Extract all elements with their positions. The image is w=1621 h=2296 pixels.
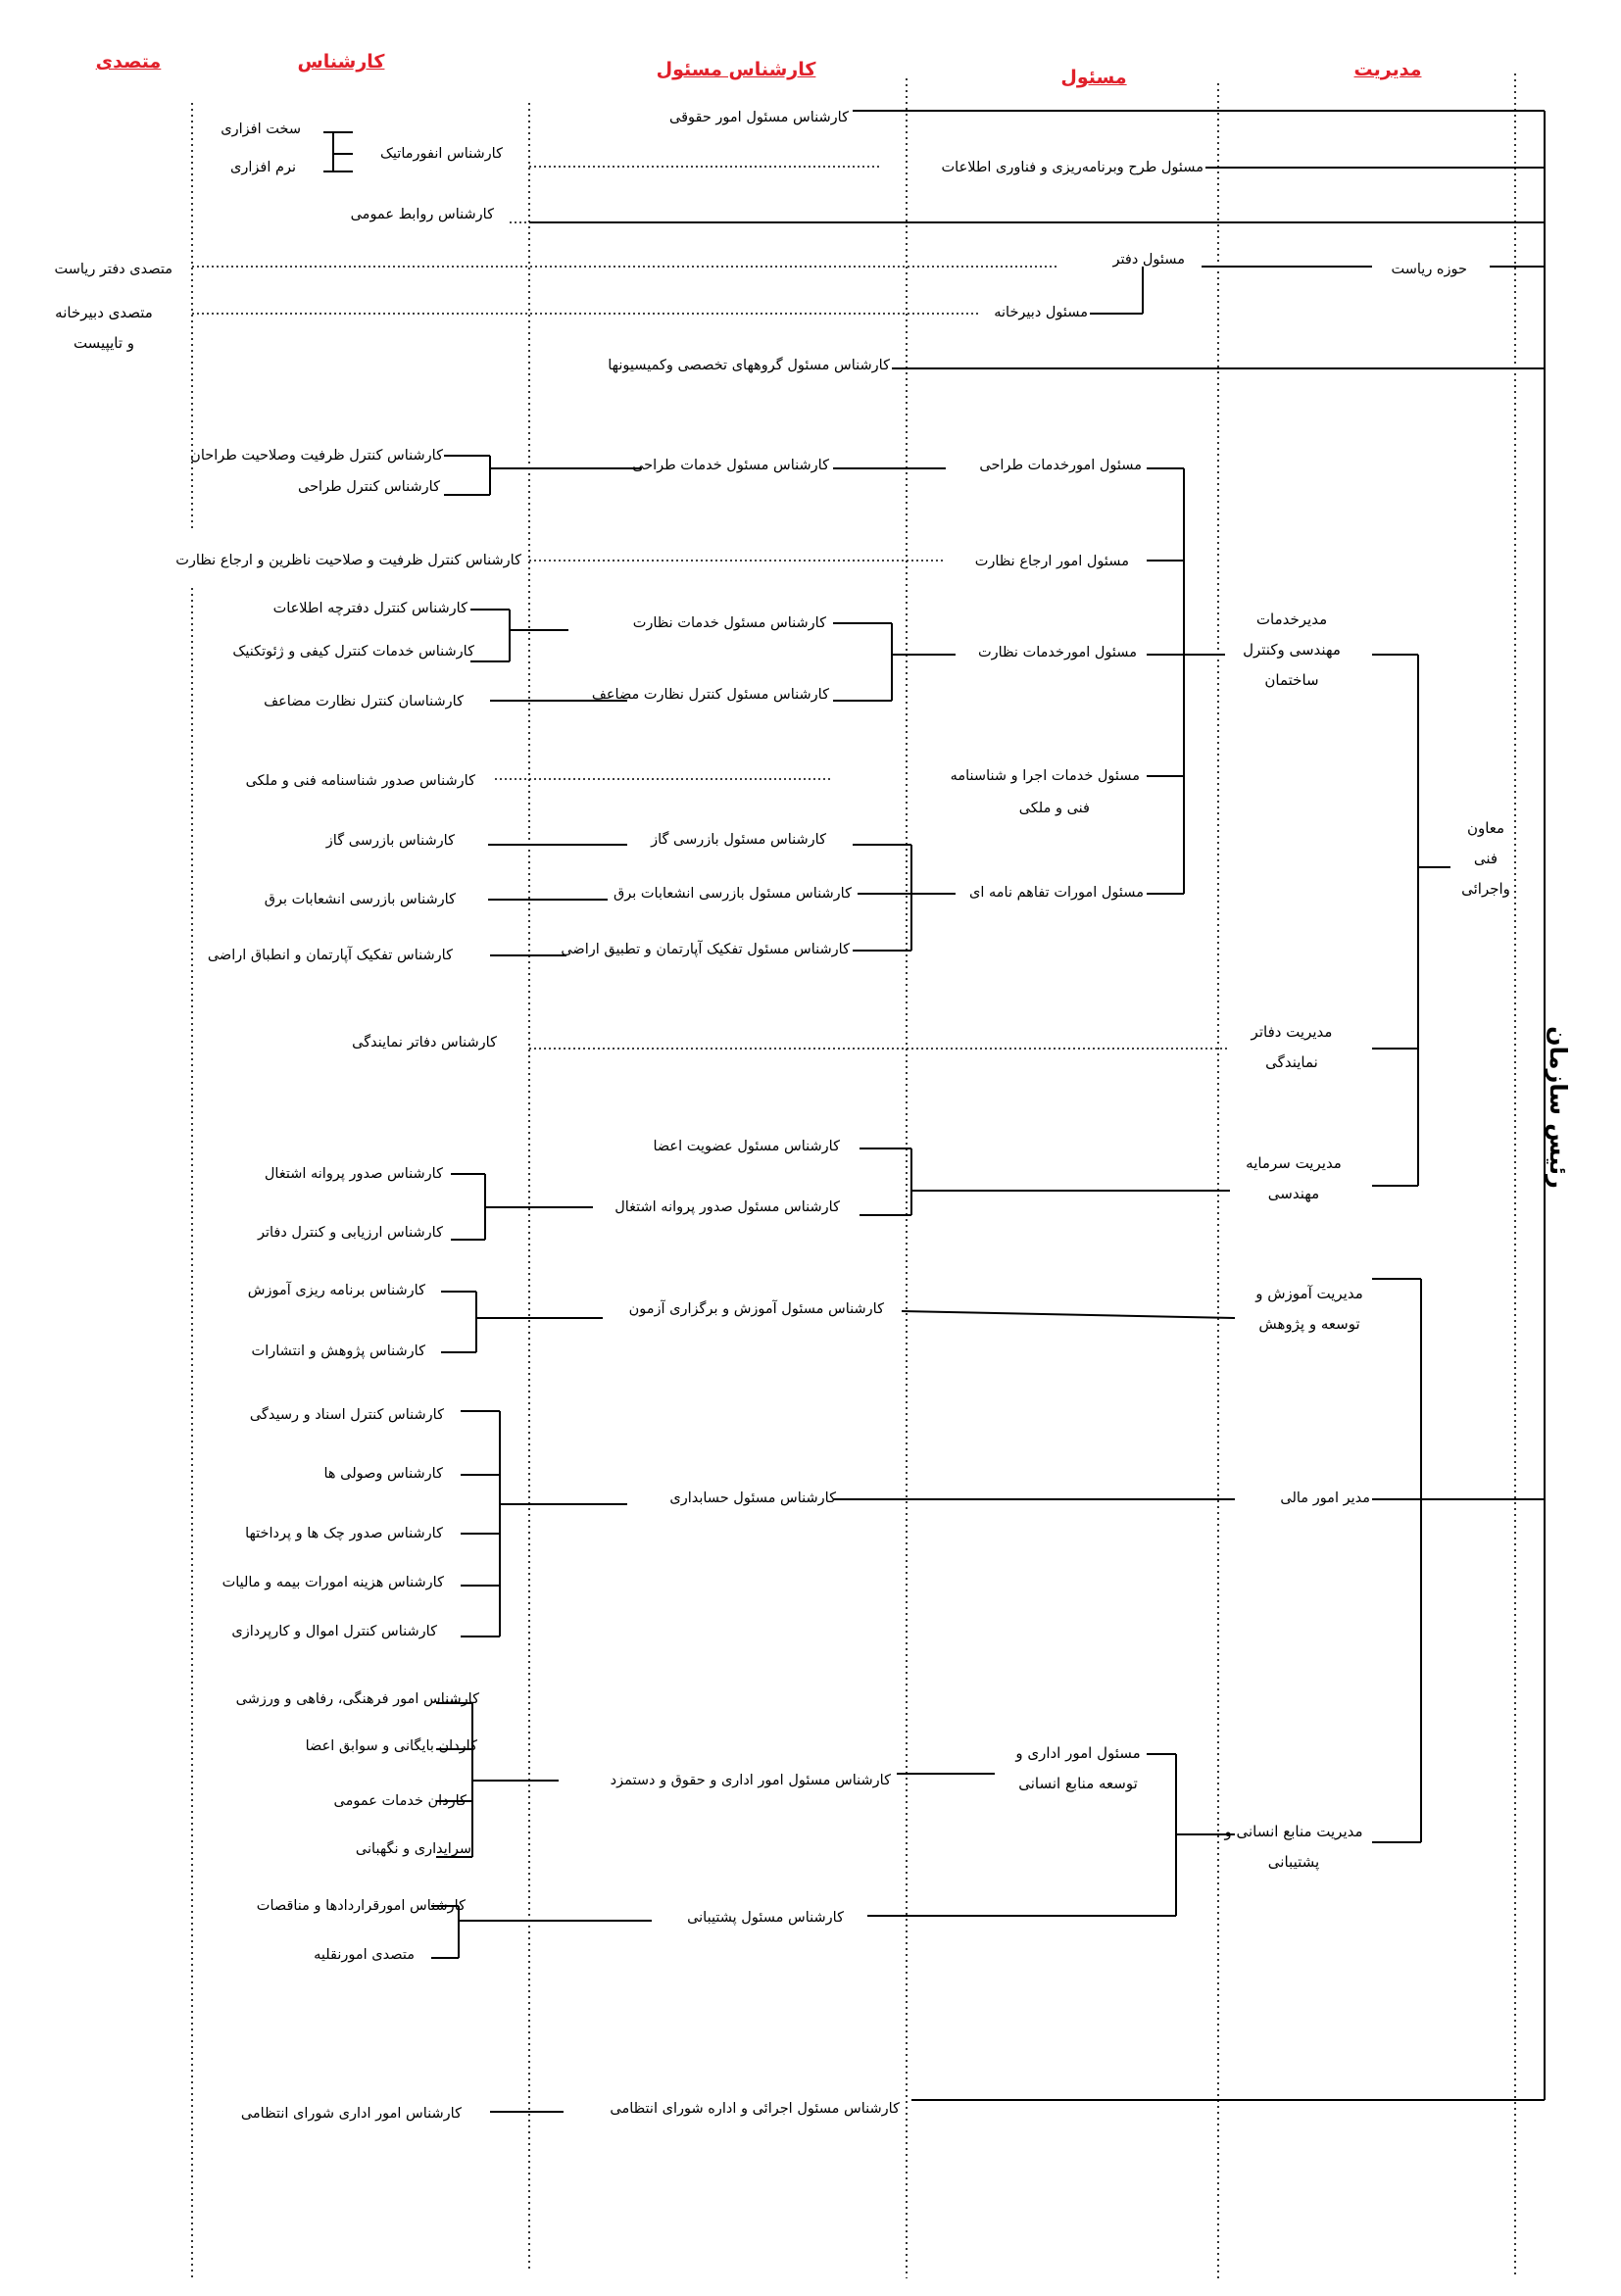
- senior-admin-legal: کارشناس مسئول امور اداری و حقوق و دستمزد: [610, 1773, 891, 1788]
- expert-hardware: سخت افزاری: [221, 122, 301, 137]
- officer-execution-2: فنی و ملکی: [1018, 801, 1090, 816]
- header-expert: کارشناس: [297, 51, 385, 73]
- senior-license: کارشناس مسئول صدور پروانه اشتغال: [614, 1199, 840, 1215]
- header-officer: مسئول: [1060, 67, 1127, 88]
- officer-secretariat: مسئول دبیرخانه: [994, 305, 1088, 320]
- senior-gas: کارشناس مسئول بازرسی گاز: [651, 832, 826, 848]
- senior-multi-supervision: کارشناس مسئول کنترل نظارت مضاعف: [591, 687, 829, 703]
- expert-doc-control: کارشناس کنترل اسناد و رسیدگی: [249, 1407, 444, 1423]
- header-management: مدیریت: [1353, 59, 1422, 80]
- header-clerk: متصدی: [95, 51, 162, 73]
- expert-public-services: کاردان خدمات عمومی: [333, 1793, 467, 1809]
- senior-groups: کارشناس مسئول گروههای تخصصی وکمیسیونها: [608, 358, 890, 373]
- manager-education: مدیریت آموزش و توسعه و پژوهش: [1255, 1285, 1363, 1333]
- officer-mou: مسئول امورات تفاهم نامه ای: [969, 885, 1144, 901]
- officer-it-planning: مسئول طرح وبرنامه‌ریزی و فناوری اطلاعات: [941, 160, 1203, 175]
- expert-council: کارشناس امور اداری شورای انتظامی: [240, 2106, 462, 2122]
- clerk-transport: متصدی امورنقلیه: [314, 1947, 415, 1963]
- senior-apartment: کارشناس مسئول تفکیک آپارتمان و تطبیق اراضی: [561, 942, 850, 957]
- expert-electric: کارشناس بازرسی انشعابات برق: [264, 892, 456, 907]
- manager-offices: مدیریت دفاتر نمایندگی: [1251, 1023, 1333, 1071]
- president-office: حوزه ریاست: [1391, 262, 1467, 277]
- expert-cultural: کارشناس امور فرهنگی، رفاهی و ورزشی: [235, 1691, 479, 1707]
- expert-gas: کارشناس بازرسی گاز: [325, 833, 455, 849]
- manager-construction: مدیرخدمات مهندسی وکنترل ساختمان: [1243, 611, 1341, 689]
- senior-support: کارشناس مسئول پشتیبانی: [687, 1910, 844, 1926]
- header-senior-expert: کارشناس مسئول: [656, 59, 816, 80]
- expert-archive: کاردان بایگانی و سوابق اعضا: [305, 1738, 477, 1754]
- officer-office: مسئول دفتر: [1112, 252, 1185, 268]
- connector-line: [902, 1311, 1235, 1318]
- expert-offices: کارشناس دفاتر نمایندگی: [352, 1035, 497, 1050]
- manager-capital: مدیریت سرمایه مهندسی: [1246, 1154, 1342, 1202]
- manager-hr: مدیریت منابع انسانی و پشتیبانی: [1224, 1823, 1363, 1871]
- clerk-secretariat: متصدی دبیرخانه و تایپیست: [55, 304, 153, 352]
- expert-assets: کارشناس کنترل اموال و کارپردازی: [231, 1624, 437, 1639]
- officer-design: مسئول امورخدمات طراحی: [979, 458, 1142, 473]
- expert-design-capacity: کارشناس کنترل ظرفیت وصلاحیت طراحان: [190, 448, 443, 464]
- officer-referral: مسئول امور ارجاع نظارت: [974, 554, 1129, 569]
- senior-supervision-services: کارشناس مسئول خدمات نظارت: [632, 615, 826, 631]
- expert-multi: کارشناسان کنترل نظارت مضاعف: [264, 694, 464, 709]
- expert-evaluation: کارشناس ارزیابی و کنترل دفاتر: [257, 1225, 443, 1241]
- senior-council: کارشناس مسئول اجرائی و اداره شورای انتظامی: [610, 2101, 900, 2117]
- officer-admin-hr: مسئول امور اداری و توسعه منابع انسانی: [1015, 1744, 1141, 1792]
- expert-id-issue: کارشناس صدور شناسنامه فنی و ملکی: [245, 773, 475, 789]
- senior-electric: کارشناس مسئول بازرسی انشعابات برق: [613, 886, 852, 902]
- expert-research: کارشناس پژوهش و انتشارات: [251, 1343, 425, 1359]
- expert-logbook: کارشناس کنترل دفترچه اطلاعات: [272, 601, 467, 616]
- senior-membership: کارشناس مسئول عضویت اعضا: [653, 1139, 840, 1154]
- expert-pr: کارشناس روابط عمومی: [350, 207, 494, 222]
- expert-software: نرم افزاری: [230, 160, 296, 175]
- expert-geotech: کارشناس خدمات کنترل کیفی و ژئوتکنیک: [232, 644, 474, 659]
- ceo-label: رئیس سازمان: [1545, 1026, 1572, 1189]
- officer-execution-1: مسئول خدمات اجرا و شناسنامه: [950, 768, 1140, 784]
- expert-edu-planning: کارشناس برنامه ریزی آموزش: [247, 1283, 425, 1298]
- expert-design-control: کارشناس کنترل طراحی: [298, 479, 440, 495]
- technical-deputy: معاون فنی واجرائی: [1461, 819, 1510, 898]
- expert-payments: کارشناس صدور چک ها و پرداختها: [245, 1526, 443, 1541]
- expert-insurance: کارشناس هزینه امورات بیمه و مالیات: [221, 1575, 444, 1590]
- expert-apartment: کارشناس تفکیک آپارتمان و انطباق اراضی: [207, 948, 453, 963]
- expert-contracts: کارشناس امورقراردادها و مناقصات: [256, 1898, 466, 1914]
- manager-finance: مدیر امور مالی: [1280, 1490, 1370, 1506]
- expert-license-issue: کارشناس صدور پروانه اشتغال: [264, 1166, 443, 1182]
- officer-supervision: مسئول امورخدمات نظارت: [977, 645, 1137, 660]
- senior-legal: کارشناس مسئول امور حقوقی: [669, 110, 849, 125]
- senior-training: کارشناس مسئول آموزش و برگزاری آزمون: [628, 1301, 884, 1317]
- clerk-president-office: متصدی دفتر ریاست: [54, 262, 172, 277]
- expert-supervisor-capacity: کارشناس کنترل ظرفیت و صلاحیت ناظرین و ارجاع نظارت: [175, 553, 521, 568]
- expert-caretaker: سرایداری و نگهبانی: [355, 1841, 471, 1857]
- senior-accounting: کارشناس مسئول حسابداری: [669, 1490, 836, 1506]
- senior-design-services: کارشناس مسئول خدمات طراحی: [632, 458, 829, 473]
- expert-informatics: کارشناس انفورماتیک: [379, 146, 503, 162]
- expert-receivables: کارشناس وصولی ها: [323, 1466, 443, 1482]
